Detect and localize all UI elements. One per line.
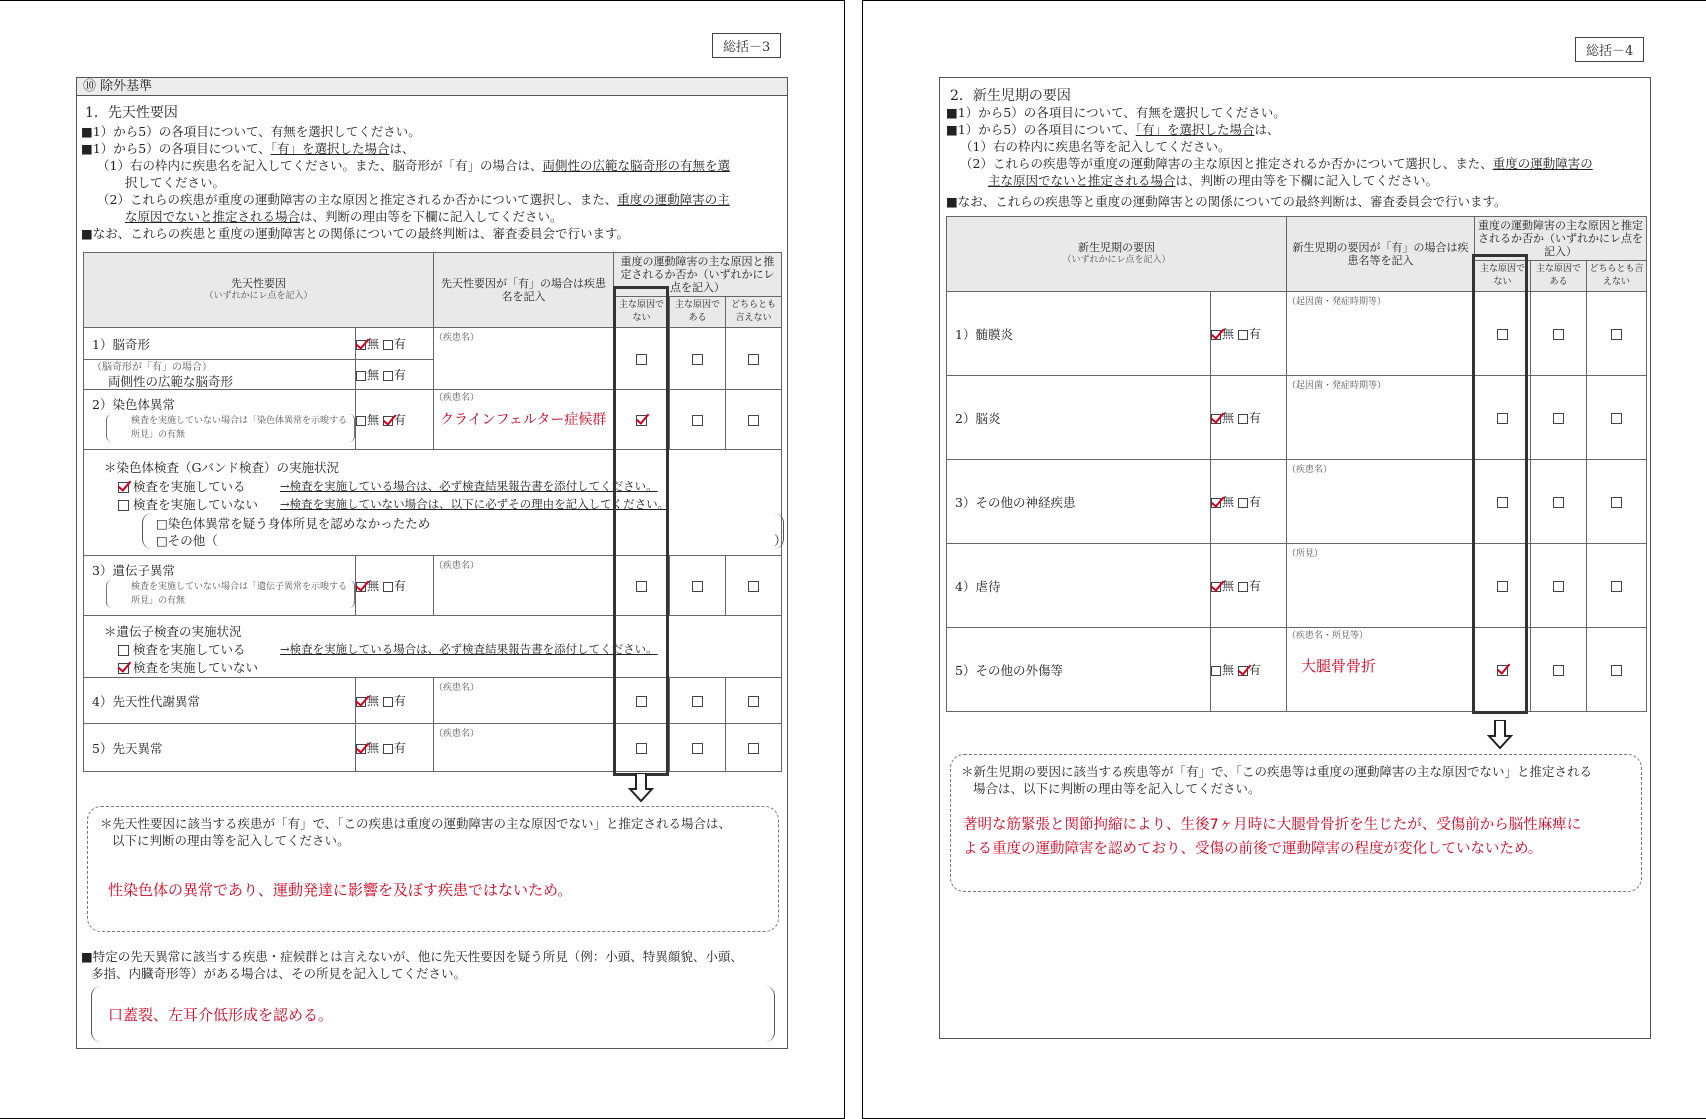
checkbox-neither[interactable] bbox=[1611, 581, 1622, 592]
checkbox-main-cause-yes[interactable] bbox=[1553, 665, 1564, 676]
yes-no[interactable]: 無 有 bbox=[1211, 292, 1287, 376]
instruction: ■1）から5）の各項目について、有無を選択してください。 bbox=[946, 105, 1286, 120]
other-findings-text: 多指、内臓奇形等）がある場合は、その所見を記入してください。 bbox=[91, 966, 467, 981]
checkbox-no[interactable] bbox=[1211, 666, 1221, 676]
checkbox-yes[interactable] bbox=[383, 340, 393, 350]
checkbox-main-cause-yes[interactable] bbox=[692, 696, 703, 707]
checkbox-test-not-done[interactable] bbox=[118, 663, 129, 674]
other-findings-text: ■特定の先天異常に該当する疾患・症候群とは言えないが、他に先天性要因を疑う所見（例：小頭、特異顔貌、小頭、 bbox=[81, 949, 743, 964]
page-number: 総括－4 bbox=[1575, 37, 1644, 62]
page-right bbox=[862, 0, 1706, 1119]
instruction: な原因でないと推定される場合は、判断の理由等を下欄に記入してください。 bbox=[125, 209, 563, 224]
row-label: 4）虐待 bbox=[947, 544, 1211, 628]
col-header-neither: どちらとも言えない bbox=[1587, 261, 1647, 292]
heading: 1．先天性要因 bbox=[85, 105, 178, 121]
reason-box[interactable]: ＊新生児期の要因に該当する疾患等が「有」で、「この疾患等は重度の運動障害の主な原因でない」と推定される 場合は、以下に判断の理由等を記入してください。 著明な筋緊張と関節拘縮により、生後7ヶ月時に大腿骨骨折を生じたが、受傷前から脳性麻痺に よる重度の運動障害を認めており、受傷の前後で運動障害の程度が変化していないため。 bbox=[950, 754, 1642, 892]
checkbox-yes[interactable] bbox=[1238, 414, 1248, 424]
checkbox-main-cause-no[interactable] bbox=[1497, 413, 1508, 424]
instruction: ■なお、これらの疾患と重度の運動障害との関係についての最終判断は、審査委員会で行います。 bbox=[81, 226, 630, 241]
checkbox-main-cause-no[interactable] bbox=[1497, 665, 1508, 676]
checkbox-main-cause-no[interactable] bbox=[1497, 497, 1508, 508]
checkbox-main-cause-yes[interactable] bbox=[1553, 329, 1564, 340]
checkbox-main-cause-no[interactable] bbox=[636, 581, 647, 592]
other-findings-answer: 口蓋裂、左耳介低形成を認める。 bbox=[108, 1006, 334, 1024]
instruction: ■1）から5）の各項目について、有無を選択してください。 bbox=[81, 124, 421, 139]
instruction: ■1）から5）の各項目について、「有」を選択した場合は、 bbox=[81, 141, 415, 156]
checkbox-neither[interactable] bbox=[748, 743, 759, 754]
disease-field[interactable]: （起因菌・発症時期等） bbox=[1287, 292, 1475, 376]
gene-test-block: ＊遺伝子検査の実施状況 検査を実施している →検査を実施している場合は、必ず検査結果報告書を添付してください。 検査を実施していない bbox=[84, 616, 782, 678]
instruction: 択してください。 bbox=[125, 175, 226, 190]
col-header-main: 主な原因でない bbox=[1475, 261, 1531, 292]
checkbox-main-cause-no[interactable] bbox=[636, 415, 647, 426]
checkbox-yes[interactable] bbox=[1238, 666, 1248, 676]
checkbox-no[interactable] bbox=[1211, 414, 1221, 424]
disease-field[interactable]: （疾患名） bbox=[434, 724, 614, 772]
disease-field[interactable]: （疾患名） bbox=[434, 328, 614, 390]
col-header: 先天性要因が「有」の場合は疾患名を記入 bbox=[434, 253, 614, 328]
checkbox-main-cause-yes[interactable] bbox=[692, 415, 703, 426]
checkbox-neither[interactable] bbox=[748, 696, 759, 707]
neonatal-table bbox=[946, 216, 1647, 712]
instruction: （1）右の枠内に疾患名を記入してください。また、脳奇形が「有」の場合は、両側性の広範な脳奇形の有無を選 bbox=[97, 158, 730, 173]
col-header-is: 主な原因である bbox=[670, 297, 726, 328]
checkbox-yes[interactable] bbox=[1238, 582, 1248, 592]
checkbox-neither[interactable] bbox=[1611, 413, 1622, 424]
disease-field[interactable]: （疾患名） bbox=[434, 678, 614, 724]
instruction: ■なお、これらの疾患等と重度の運動障害との関係についての最終判断は、審査委員会で行います。 bbox=[946, 194, 1507, 209]
disease-field[interactable]: （疾患名） クラインフェルター症候群 bbox=[434, 390, 614, 450]
checkbox-main-cause-no[interactable] bbox=[636, 354, 647, 365]
down-arrow-icon bbox=[1487, 720, 1513, 750]
yes-no[interactable]: 無 有 bbox=[356, 328, 434, 360]
disease-field[interactable]: （疾患名） bbox=[1287, 460, 1475, 544]
checkbox-main-cause-no[interactable] bbox=[636, 696, 647, 707]
checkbox-no[interactable] bbox=[1211, 498, 1221, 508]
checkbox-no[interactable] bbox=[356, 697, 366, 707]
checkbox-yes[interactable] bbox=[383, 416, 393, 426]
checkbox-neither[interactable] bbox=[1611, 329, 1622, 340]
checkbox-no[interactable] bbox=[1211, 582, 1221, 592]
yes-no[interactable]: 無 有 bbox=[1211, 628, 1287, 712]
checkbox-neither[interactable] bbox=[1611, 497, 1622, 508]
checkbox-no[interactable] bbox=[1211, 330, 1221, 340]
col-header-neither: どちらとも言えない bbox=[726, 297, 782, 328]
reason-answer: 性染色体の異常であり、運動発達に影響を及ぼす疾患ではないため。 bbox=[108, 881, 573, 899]
checkbox-main-cause-yes[interactable] bbox=[1553, 497, 1564, 508]
reason-answer: よる重度の運動障害を認めており、受傷の前後で運動障害の程度が変化していないため。 bbox=[963, 841, 1543, 857]
checkbox-main-cause-yes[interactable] bbox=[692, 354, 703, 365]
section-title: ⑩ 除外基準 bbox=[77, 78, 787, 96]
checkbox-main-cause-no[interactable] bbox=[636, 743, 647, 754]
checkbox-no[interactable] bbox=[356, 416, 366, 426]
checkbox-neither[interactable] bbox=[748, 354, 759, 365]
checkbox-no[interactable] bbox=[356, 371, 366, 381]
checkbox-main-cause-no[interactable] bbox=[1497, 329, 1508, 340]
checkbox-neither[interactable] bbox=[1611, 665, 1622, 676]
checkbox-main-cause-yes[interactable] bbox=[1553, 413, 1564, 424]
checkbox-main-cause-yes[interactable] bbox=[692, 743, 703, 754]
disease-field[interactable]: （起因菌・発症時期等） bbox=[1287, 376, 1475, 460]
checkbox-main-cause-yes[interactable] bbox=[692, 581, 703, 592]
heading: 2．新生児期の要因 bbox=[950, 88, 1071, 104]
form-frame bbox=[939, 77, 1651, 1039]
yes-no[interactable]: 無 有 bbox=[356, 678, 434, 724]
instruction: （2）これらの疾患が重度の運動障害の主な原因と推定されるか否かについて選択し、また、重度の運動障害の主 bbox=[97, 192, 730, 207]
yes-no[interactable]: 無 有 bbox=[356, 360, 434, 390]
yes-no[interactable]: 無 有 bbox=[356, 556, 434, 616]
row-label: 5）その他の外傷等 bbox=[947, 628, 1211, 712]
disease-field[interactable]: （疾患名） bbox=[434, 556, 614, 616]
checkbox-main-cause-no[interactable] bbox=[1497, 581, 1508, 592]
chromosome-test-block: ＊染色体検査（Gバンド検査）の実施状況 検査を実施している →検査を実施している場合は、必ず検査結果報告書を添付してください。 検査を実施していない →検査を実施していない場合は、以下に必ずその理由を記入してください。 □染色体異常を疑う身体所見を認めなかったため □その他（ ） bbox=[84, 450, 782, 556]
congenital-table: 先天性要因 （いずれかにレ点を記入） 先天性要因が「有」の場合は疾患名を記入 重度の運動障害の主な原因と推定されるか否か（いずれかにレ点を記入） 主な原因でない 主な原因である どちらとも言えない 1）脳奇形 無 有 （疾患名） （脳奇形が「有」の場合） 両側性の広範な脳奇形 無 有 2）染色体異常 検査を実施していない場合は「染色体異常を示唆する所見」の有無 無 有 （疾患名） クラインフェルター症候群 ＊染色体検査（Gバンド検査）の実施状況 検査を実施している →検査を実施している場合は、必ず検査結果報告書を添付してください。 検査を実施していない →検査を実施していない場合は、以下に必ずその理由を記入してください。 □染色体異常を疑う身体所見を認めなかったため □その他（ ） 3）遺伝子異常 検査を実施していない場合は「遺伝子異常を示唆する所見」の有無 無 有 （疾患名） ＊遺伝子検査の実施状況 検査を実施している →検査を実施している場合は、必ず検査結果報告書を添付してください。 検査を実施していない 4）先天性代謝異常 無 有 （疾患名） 5）先天異常 無 有 （疾患名） bbox=[83, 252, 782, 772]
checkbox-no[interactable] bbox=[356, 582, 366, 592]
row-label: 5）先天異常 bbox=[84, 724, 356, 772]
checkbox-test-done[interactable] bbox=[118, 645, 129, 656]
yes-no[interactable]: 無 有 bbox=[356, 390, 434, 450]
row-label: 1）脳奇形 bbox=[84, 328, 356, 360]
yes-no[interactable]: 無 有 bbox=[1211, 376, 1287, 460]
yes-no[interactable]: 無 有 bbox=[1211, 460, 1287, 544]
disease-field[interactable]: （所見） bbox=[1287, 544, 1475, 628]
instruction: ■1）から5）の各項目について、「有」を選択した場合は、 bbox=[946, 122, 1280, 137]
col-header: 新生児期の要因 （いずれかにレ点を記入） bbox=[947, 217, 1287, 292]
checkbox-yes[interactable] bbox=[1238, 498, 1248, 508]
checkbox-neither[interactable] bbox=[748, 415, 759, 426]
checkbox-test-not-done[interactable] bbox=[118, 500, 129, 511]
down-arrow-icon bbox=[628, 773, 654, 803]
checkbox-yes[interactable] bbox=[383, 744, 393, 754]
checkbox-yes[interactable] bbox=[383, 371, 393, 381]
disease-field[interactable]: （疾患名・所見等） 大腿骨骨折 bbox=[1287, 628, 1475, 712]
instruction: （2）これらの疾患等が重度の運動障害の主な原因と推定されるか否かについて選択し、また、重度の運動障害の bbox=[960, 156, 1593, 171]
row-label: 3）その他の神経疾患 bbox=[947, 460, 1211, 544]
page-left bbox=[0, 0, 845, 1119]
checkbox-yes[interactable] bbox=[1238, 330, 1248, 340]
col-header-main: 主な原因でない bbox=[614, 297, 670, 328]
yes-no[interactable]: 無 有 bbox=[356, 724, 434, 772]
col-header: 先天性要因 （いずれかにレ点を記入） bbox=[84, 253, 434, 328]
reason-box[interactable]: ＊先天性要因に該当する疾患が「有」で、「この疾患は重度の運動障害の主な原因でない」と推定される場合は、 以下に判断の理由等を記入してください。 性染色体の異常であり、運動発達に影響を及ぼす疾患ではないため。 bbox=[87, 806, 779, 932]
checkbox-test-done[interactable] bbox=[118, 482, 129, 493]
col-header: 重度の運動障害の主な原因と推定されるか否か（いずれかにレ点を記入） bbox=[614, 253, 782, 297]
checkbox-yes[interactable] bbox=[383, 582, 393, 592]
checkbox-no[interactable] bbox=[356, 744, 366, 754]
col-header: 新生児期の要因が「有」の場合は疾患名等を記入 bbox=[1287, 217, 1475, 292]
checkbox-main-cause-yes[interactable] bbox=[1553, 581, 1564, 592]
col-header: 重度の運動障害の主な原因と推定されるか否か（いずれかにレ点を記入） bbox=[1475, 217, 1647, 261]
reason-answer: 著明な筋緊張と関節拘縮により、生後7ヶ月時に大腿骨骨折を生じたが、受傷前から脳性麻痺に bbox=[963, 817, 1582, 833]
form-frame bbox=[76, 77, 788, 1049]
checkbox-no[interactable] bbox=[356, 340, 366, 350]
checkbox-yes[interactable] bbox=[383, 697, 393, 707]
instruction: （1）右の枠内に疾患名等を記入してください。 bbox=[960, 139, 1231, 154]
instruction: 主な原因でないと推定される場合は、判断の理由等を下欄に記入してください。 bbox=[988, 173, 1439, 188]
yes-no[interactable]: 無 有 bbox=[1211, 544, 1287, 628]
row-label: 2）脳炎 bbox=[947, 376, 1211, 460]
checkbox-neither[interactable] bbox=[748, 581, 759, 592]
page-number: 総括－3 bbox=[712, 33, 781, 58]
other-findings-box[interactable] bbox=[91, 986, 775, 1042]
row-label: 1）髄膜炎 bbox=[947, 292, 1211, 376]
row-label: 4）先天性代謝異常 bbox=[84, 678, 356, 724]
col-header-is: 主な原因である bbox=[1531, 261, 1587, 292]
